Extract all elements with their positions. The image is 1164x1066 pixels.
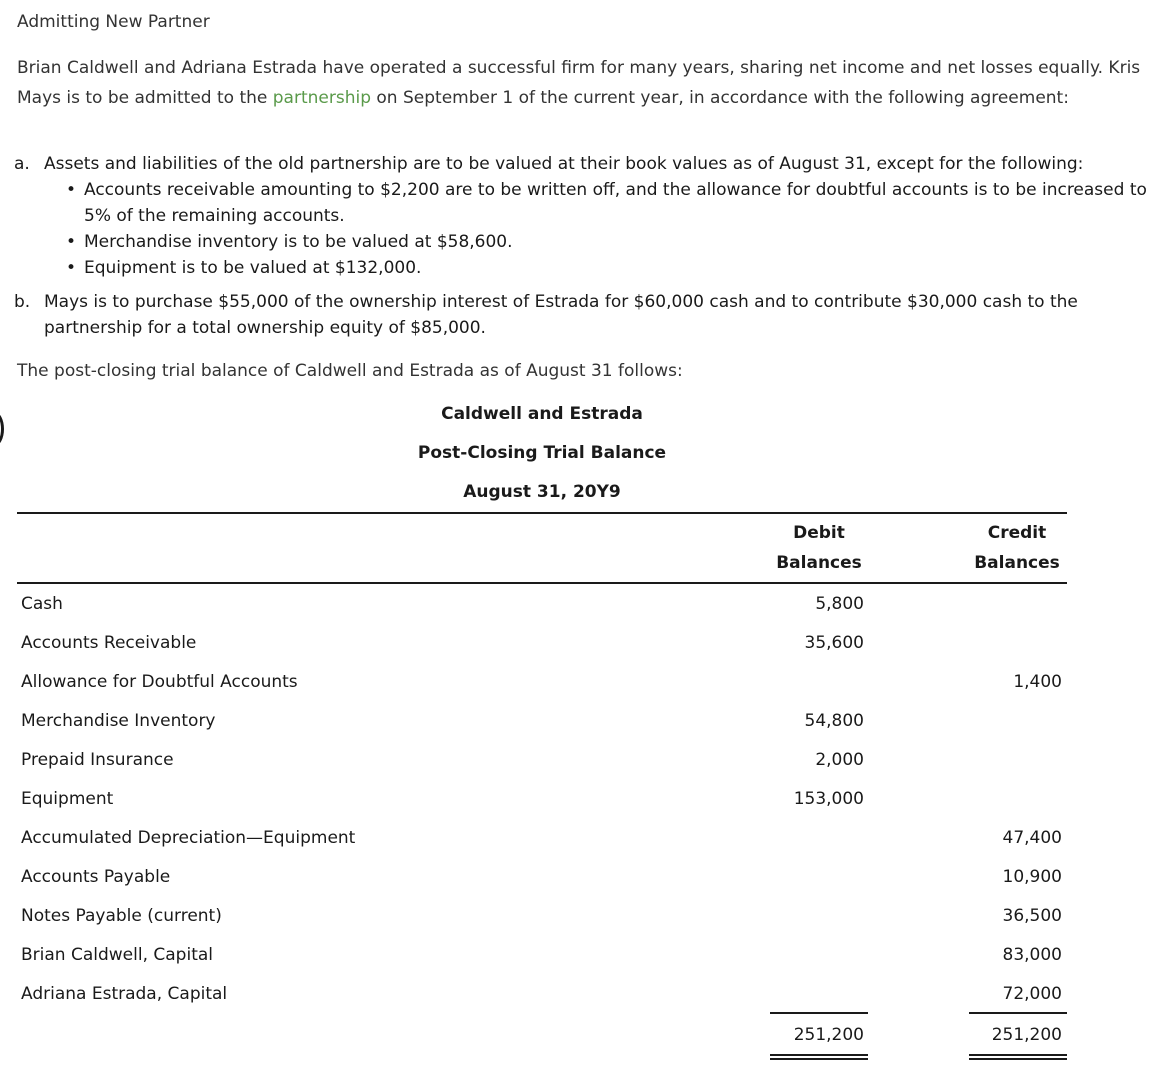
table-row — [0, 748, 1164, 787]
table-row — [0, 631, 1164, 670]
intro-text-before-link: Brian Caldwell and Adriana Estrada have operated a successful firm for many years, sharing net income and net losses equally. Kris Mays is to be admitted to the — [17, 58, 1141, 108]
account-name: Prepaid Insurance — [21, 750, 174, 770]
credit-balance: 47,400 — [1002, 828, 1062, 848]
account-name: Accumulated Depreciation—Equipment — [21, 828, 356, 848]
debit-balance: 35,600 — [804, 633, 864, 653]
credit-balance: 36,500 — [1002, 906, 1062, 926]
agreement-item-a — [14, 151, 1159, 281]
account-name: Adriana Estrada, Capital — [21, 984, 228, 1004]
table-row — [0, 592, 1164, 631]
partnership-link[interactable]: partnership — [272, 88, 371, 108]
agreement-item-b — [14, 289, 1159, 341]
debit-sum-rule — [770, 1012, 868, 1014]
trial-balance-intro: The post-closing trial balance of Caldwell and Estrada as of August 31 follows: — [17, 361, 683, 381]
debit-header-line2: Balances — [776, 553, 862, 573]
credit-balance: 1,400 — [1013, 672, 1062, 692]
item-b-marker: b. — [14, 292, 31, 312]
bullet-text: Accounts receivable amounting to $2,200 are to be written off, and the allowance for doubtful accounts is to be increased to 5% of the remaining accounts. — [84, 180, 1147, 226]
edge-indicator — [0, 412, 4, 446]
bullet-item — [66, 229, 1159, 255]
item-a-text: Assets and liabilities of the old partnership are to be valued at their book values as of August 31, except for the following: — [44, 154, 1084, 174]
credit-balance: 83,000 — [1002, 945, 1062, 965]
bullet-dot-icon: • — [66, 232, 77, 252]
bullet-text: Equipment is to be valued at $132,000. — [84, 258, 422, 278]
credit-double-rule — [969, 1054, 1067, 1056]
page-title: Admitting New Partner — [17, 12, 210, 32]
table-row — [0, 865, 1164, 904]
debit-double-rule — [770, 1054, 868, 1056]
account-name: Allowance for Doubtful Accounts — [21, 672, 298, 692]
credit-header-line1: Credit — [987, 523, 1047, 543]
account-name: Notes Payable (current) — [21, 906, 222, 926]
header-bottom-rule — [17, 582, 1067, 584]
table-row — [0, 709, 1164, 748]
table-top-rule — [17, 512, 1067, 514]
item-a-marker: a. — [14, 154, 30, 174]
debit-header-line1: Debit — [793, 523, 845, 543]
credit-balance: 10,900 — [1002, 867, 1062, 887]
bullet-text: Merchandise inventory is to be valued at $58,600. — [84, 232, 513, 252]
bullet-dot-icon: • — [66, 180, 77, 200]
debit-balance: 2,000 — [815, 750, 864, 770]
debit-double-rule — [770, 1058, 868, 1060]
table-row — [0, 904, 1164, 943]
table-row — [0, 982, 1164, 1021]
credit-column-header — [968, 518, 1066, 578]
bullet-dot-icon: • — [66, 258, 77, 278]
bullet-item — [66, 177, 1159, 229]
trial-balance-title: Post-Closing Trial Balance — [417, 443, 667, 463]
debit-balance: 5,800 — [815, 594, 864, 614]
table-row — [0, 826, 1164, 865]
account-name: Accounts Receivable — [21, 633, 197, 653]
trial-balance-date: August 31, 20Y9 — [463, 482, 621, 502]
item-a-bullet-list — [66, 177, 1159, 281]
table-row — [0, 787, 1164, 826]
account-name: Merchandise Inventory — [21, 711, 216, 731]
debit-column-header — [770, 518, 868, 578]
credit-double-rule — [969, 1058, 1067, 1060]
intro-paragraph — [17, 53, 1152, 113]
trial-balance-company: Caldwell and Estrada — [441, 404, 643, 424]
account-name: Brian Caldwell, Capital — [21, 945, 213, 965]
table-row — [0, 943, 1164, 982]
intro-text-after-link: on September 1 of the current year, in accordance with the following agreement: — [371, 88, 1069, 108]
credit-sum-rule — [969, 1012, 1067, 1014]
debit-balance: 54,800 — [804, 711, 864, 731]
bullet-item — [66, 255, 1159, 281]
credit-balance: 72,000 — [1002, 984, 1062, 1004]
total-credit: 251,200 — [991, 1025, 1062, 1045]
total-debit: 251,200 — [793, 1025, 864, 1045]
table-row — [0, 670, 1164, 709]
debit-balance: 153,000 — [793, 789, 864, 809]
account-name: Equipment — [21, 789, 114, 809]
account-name: Cash — [21, 594, 63, 614]
item-b-text: Mays is to purchase $55,000 of the ownership interest of Estrada for $60,000 cash and to contribute $30,000 cash to the partnership for a total ownership equity of $85,000. — [44, 292, 1078, 338]
account-name: Accounts Payable — [21, 867, 171, 887]
credit-header-line2: Balances — [974, 553, 1060, 573]
